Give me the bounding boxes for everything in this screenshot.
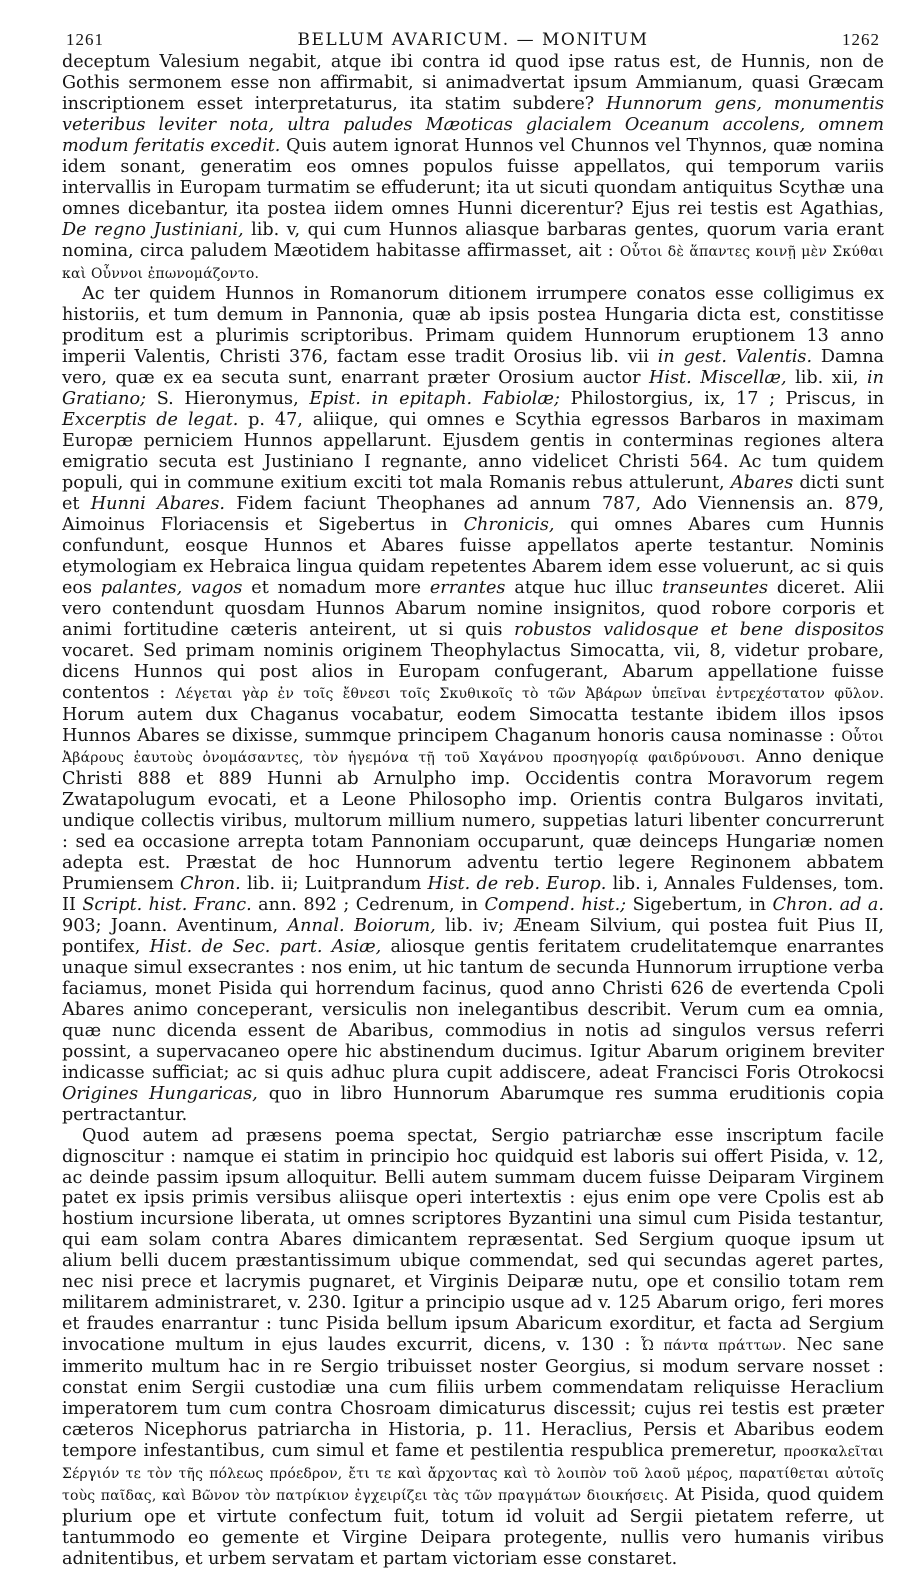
italic-citation: Excerptis de legat. <box>62 410 239 431</box>
italic-term: Hunni Abares. <box>90 494 225 515</box>
text-run: Damna vero, quæ ex ea secuta sunt, enarrant præter Orosium auctor <box>62 347 885 389</box>
greek-quote: Οὗτοι δὲ ἅπαντες κοινῇ μὲν Σκύθαι καὶ Οὖννοι ἐπωνομάζοντο. <box>62 243 885 282</box>
italic-quote: Hunnorum gens, monumentis veteribus leviter nota, ultra paludes Mæoticas glacialem Oceanum accolens, omnem modum feritatis excedit. <box>62 93 884 156</box>
text-run: qui omnes Abares cum Hunnis confundunt, eosque Hunnos et Abares fuisse appellatos aperte testantur. Nominis etymologiam ex Hebraica lingua quidam repetentes Abarem idem esse voluerunt, ac si quis eos <box>62 514 885 598</box>
text-run: S. Hieronymus, <box>156 389 299 410</box>
italic-citation: Annal. Boiorum, <box>287 916 436 937</box>
greek-quote: Λέγεται γὰρ ἐν τοῖς ἔθνεσι τοῖς Σκυθικοῖς τὸ τῶν Ἀβάρων ὑπεῖναι ἐντρεχέστατον φῦλον. <box>175 685 884 702</box>
text-run: Nec sane immerito multum hac in re Sergio tribuisset noster Georgius, si modum servare nosset : constat enim Sergii custodiæ una cum filiis urbem commendatam reliquisse Heraclium imperatorem tum cum contra Chosroam dimicaturus discessit; cujus rei testis est præter cæteros Nicephorus patriarcha in Historia, p. 11. Heraclius, Persis et Abaribus eodem tempore infestantibus, cum simul et fame et pestilentia respublica premeretur, <box>62 1335 885 1461</box>
paragraph-2 <box>62 284 884 1125</box>
text-run: atque huc illuc <box>514 577 654 598</box>
italic-citation: Hist. de reb. Europ. <box>427 874 607 895</box>
text-run: 903; Joann. Aventinum, <box>62 916 279 937</box>
greek-quote: προσκαλεῖται Σέργιόν τε τὸν τῆς πόλεως πρόεδρον, ἔτι τε καὶ ἄρχοντας καὶ τὸ λοιπὸν τοῦ λαοῦ μέρος, παρατίθεται αὐτοῖς τοὺς παῖδας, καὶ Βῶνον τὸν πατρίκιον ἐγχειρίζει τὰς τῶν πραγμάτων διοικήσεις. <box>62 1443 884 1504</box>
italic-term: palantes, vagos <box>100 577 243 598</box>
text-run: quo in libro Hunnorum Abarumque res summa eruditionis copia pertractantur. <box>62 1083 884 1125</box>
italic-citation: in gest. Valentis. <box>657 347 813 368</box>
italic-citation: De regno Justiniani, <box>62 219 244 240</box>
text-run: et nomadum more <box>251 577 421 598</box>
text-run: Ac ter quidem Hunnos in Romanorum ditionem irrumpere conatos esse colligimus ex historiis, et tum demum in Pannonia, quæ ab ipsis postea Hungaria dicta est, constitisse proditum est a plurimis scriptoribus. Primam quidem Hunnorum eruptionem 13 anno imperii Valentis, Christi 376, factam esse tradit Orosius lib. vii <box>62 284 884 368</box>
text-run: ann. 892 ; Cedrenum, in <box>258 895 479 916</box>
text-run: At Pisida, quod quidem plurium ope et virtute confectum fuit, totum id voluit ad Sergii pietatem referre, ut tantummodo eo gemente et Virgine Deipara protegente, nullis vero humanis viribus adnitentibus, et urbem servatam et partam victoriam esse constaret. <box>62 1484 884 1569</box>
text-run: vocaret. Sed primam nominis originem Theophylactus Simocatta, vii, 8, videtur probare, dicens Hunnos qui post alios in Europam confugerant, Abarum appellatione fuisse contentos : <box>62 640 884 703</box>
italic-citation: Chron. <box>180 874 241 895</box>
text-run: Fidem faciunt Theophanes ad annum 787, Ado Viennensis an. 879, Aimoinus Floriacensis et Sigebertus in <box>62 494 884 535</box>
running-title: BELLUM AVARICUM. — MONITUM <box>297 30 649 50</box>
text-run: Sigebertum, in <box>632 895 767 916</box>
paragraph-1 <box>62 52 884 284</box>
text-run: aliosque gentis feritatem crudelitatemque enarrantes unaque simul exsecrantes : nos enim, ut hic tantum de secunda Hunnorum irruptione verba faciamus, monet Pisida qui horrendum facinus, quod anno Christi 626 de evertenda Cpoli Abares animo conceperant, versiculis non inelegantibus describit. Verum cum ea omnia, quæ nunc dicenda essent de Abaribus, commodius in notis ad singulos versus referri possint, a supervacaneo opere hic abstinendum ducimus. Igitur Abarum originem breviter indicasse sufficiat; ac si quis adhuc plura cupit addiscere, adeat Francisci Foris Otrokocsi <box>62 937 885 1083</box>
left-page-number: 1261 <box>66 30 104 49</box>
italic-citation: Chronicis, <box>463 514 555 535</box>
text-body <box>62 52 884 1570</box>
italic-citation: Script. hist. Franc. <box>82 895 252 916</box>
italic-citation: Hist. de Sec. part. Asiæ, <box>149 937 382 958</box>
italic-citation: Hist. Miscellæ, <box>649 368 787 389</box>
text-run: diceret. Alii vero contendunt quosdam Hunnos Abarum nomine insignitos, quod robore corporis et animi fortitudine cæteris anteirent, ut si quis <box>62 577 885 640</box>
text-run: lib. v, qui cum Hunnos aliasque barbaras gentes, quorum varia erant nomina, circa paludem Mæotidem habitasse affirmasset, ait : <box>62 219 884 261</box>
text-run: Horum autem dux Chaganus vocabatur, eodem Simocatta testante ibidem illos ipsos Hunnos Abares se dixisse, summque principem Chaganum honoris causa nominasse : <box>62 704 884 746</box>
greek-quote: Ὦ πάντα πράττων. <box>640 1338 787 1355</box>
italic-term: robustos validosque et bene dispositos <box>514 619 885 640</box>
text-run: Æneam Silvium, qui postea fuit Pius II, pontifex, <box>62 916 885 958</box>
italic-citation: Compend. hist.; <box>484 895 627 916</box>
text-run: Quis autem ignorat Hunnos vel Chunnos vel Thynnos, quæ nomina idem sonant, generatim eos omnes populos fuisse appellatos, qui temporum variis intervallis in Europam turmatim se effuderunt; ita ut sicuti quondam antiquitus Scythæ una omnes dicebantur, ita postea iidem omnes Hunni dicerentur? Ejus rei testis est Agathias, <box>62 135 885 219</box>
right-page-number: 1262 <box>842 30 880 49</box>
text-run: Anno denique Christi 888 et 889 Hunni ab Arnulpho imp. Occidentis contra Moravorum regem Zwatapolugum evocati, et a Leone Philosopho imp. Orientis contra Bulgaros invitati, undique collectis viribus, multorum millium numero, suppetias laturi libenter concurrerunt : sed ea occasione arrepta totam Pannoniam occuparunt, quæ deinceps Hungariæ nomen adepta est. Præstat de hoc Hunnorum adventu tertio legere Reginonem abbatem Prumiensem <box>62 747 884 895</box>
italic-citation: Epist. in epitaph. Fabiolæ; <box>309 389 560 410</box>
paragraph-3 <box>62 1126 884 1570</box>
italic-citation: Chron. ad a. <box>772 895 884 916</box>
text-run: lib. i, Annales Fuldenses, tom. II <box>62 874 884 916</box>
text-run: lib. iv; <box>445 916 505 937</box>
text-run: lib. xii, <box>795 368 859 389</box>
italic-citation: Origines Hungaricas, <box>62 1083 258 1104</box>
text-run: Philostorgius, ix, 17 ; Priscus, in <box>570 389 885 410</box>
italic-term: transeuntes <box>662 577 769 598</box>
text-run: Quod autem ad præsens poema spectat, Sergio patriarchæ esse inscriptum facile dignoscitur : namque ei statim in principio hoc quidquid est laboris sui offert Pisida, v. 12, ac deinde passim ipsum alloquitur. Belli autem summam ducem fuisse Deiparam Virginem patet ex ipsis primis versibus aliisque operi intertextis : ejus enim ope vere Cpolis est ab hostium incursione liberata, ut omnes scriptores Byzantini una simul cum Pisida testantur, qui eam solam contra Abares dimicantem repræsentat. Sed Sergium quoque ipsum ut alium belli ducem præstantissimum ubique commendat, sed qui secundas ageret partes, nec nisi prece et lacrymis pugnaret, et Virginis Deiparæ nutu, ope et consilio totam rem militarem administraret, v. 230. Igitur a principio usque ad v. 125 Abarum origo, feri mores et fraudes enarrantur : tunc Pisida bellum ipsum Abaricum exorditur, et facta ad Sergium invocatione multum in ejus laudes excurrit, dicens, v. 130 : <box>62 1125 884 1356</box>
italic-term: Abares <box>730 473 794 494</box>
italic-citation: in Gratiano; <box>62 368 884 410</box>
greek-quote: Οὗτοι Ἀβάρους ἑαυτοὺς ὀνομάσαντες, τὸν ἡγεμόνα τῇ τοῦ Χαγάνου προσηγορίᾳ φαιδρύνουσι. <box>62 728 884 767</box>
italic-term: errantes <box>429 577 506 598</box>
text-run: dicti sunt et <box>62 473 885 515</box>
running-header <box>62 30 884 50</box>
text-run: p. 47, aliique, qui omnes e Scythia egressos Barbaros in maximam Europæ perniciem Hunnos appellarunt. Ejusdem gentis in conterminas regiones altera emigratio secuta est Justiniano I regnante, anno videlicet Christi 564. Ac tum quidem populi, qui in commune exitium exciti tot mala Romanis rebus attulerunt, <box>62 410 885 494</box>
text-run: lib. ii; Luitprandum <box>247 874 422 895</box>
text-run: deceptum Valesium negabit, atque ibi contra id quod ipse ratus est, de Hunnis, non de Gothis sermonem esse non affirmabit, si animadvertat ipsum Ammianum, quasi Græcam inscriptionem esset interpretaturus, ita statim subdere? <box>62 52 884 114</box>
